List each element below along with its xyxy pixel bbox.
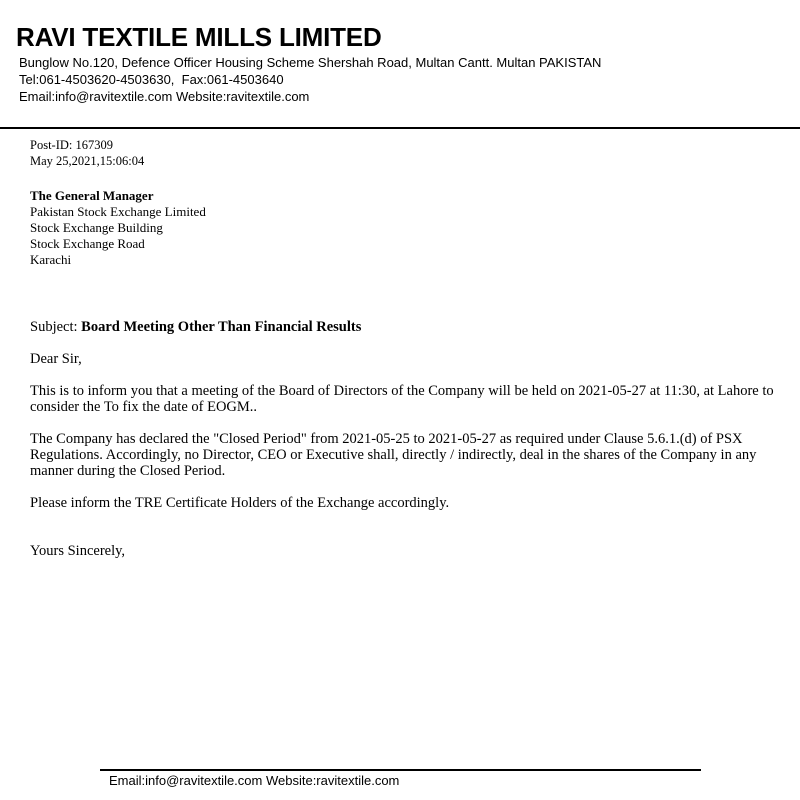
recipient-building: Stock Exchange Building: [30, 220, 163, 235]
paragraph-meeting-notice: This is to inform you that a meeting of the Board of Directors of the Company will be held on 2021-05-27 at 11:30, at Lahore to consider the To fix the date of EOGM..: [30, 383, 774, 415]
subject-text: Board Meeting Other Than Financial Results: [81, 319, 362, 335]
subject-line: [30, 319, 792, 335]
post-datetime: May 25,2021,15:06:04: [30, 154, 145, 168]
recipient-title: The General Manager: [30, 188, 154, 203]
paragraph-closed-period: The Company has declared the "Closed Period" from 2021-05-25 to 2021-05-27 as required under Clause 5.6.1.(d) of PSX Regulations. Accordingly, no Director, CEO or Executive shall, directly / indirectly, deal in the shares of the Company in any manner during the Closed Period.: [30, 431, 757, 479]
header-divider: [0, 127, 800, 129]
recipient-road: Stock Exchange Road: [30, 236, 145, 251]
subject-label: Subject:: [30, 319, 78, 335]
post-id: Post-ID: 167309: [30, 138, 113, 152]
company-phone-fax: Tel:061-4503620-4503630, Fax:061-4503640: [19, 72, 284, 87]
company-name: RAVI TEXTILE MILLS LIMITED: [16, 22, 382, 52]
closing: Yours Sincerely,: [30, 543, 126, 559]
company-address: Bunglow No.120, Defence Officer Housing Scheme Shershah Road, Multan Cantt. Multan PAKISTAN: [19, 55, 602, 70]
footer-email-website: Email:info@ravitextile.com Website:ravitextile.com: [109, 773, 400, 788]
salutation: Dear Sir,: [30, 351, 82, 367]
paragraph-inform-holders: Please inform the TRE Certificate Holders of the Exchange accordingly.: [30, 495, 450, 511]
company-email-website: Email:info@ravitextile.com Website:ravitextile.com: [19, 89, 310, 104]
recipient-organization: Pakistan Stock Exchange Limited: [30, 204, 206, 219]
footer-divider: [100, 769, 701, 771]
recipient-city: Karachi: [30, 252, 72, 267]
